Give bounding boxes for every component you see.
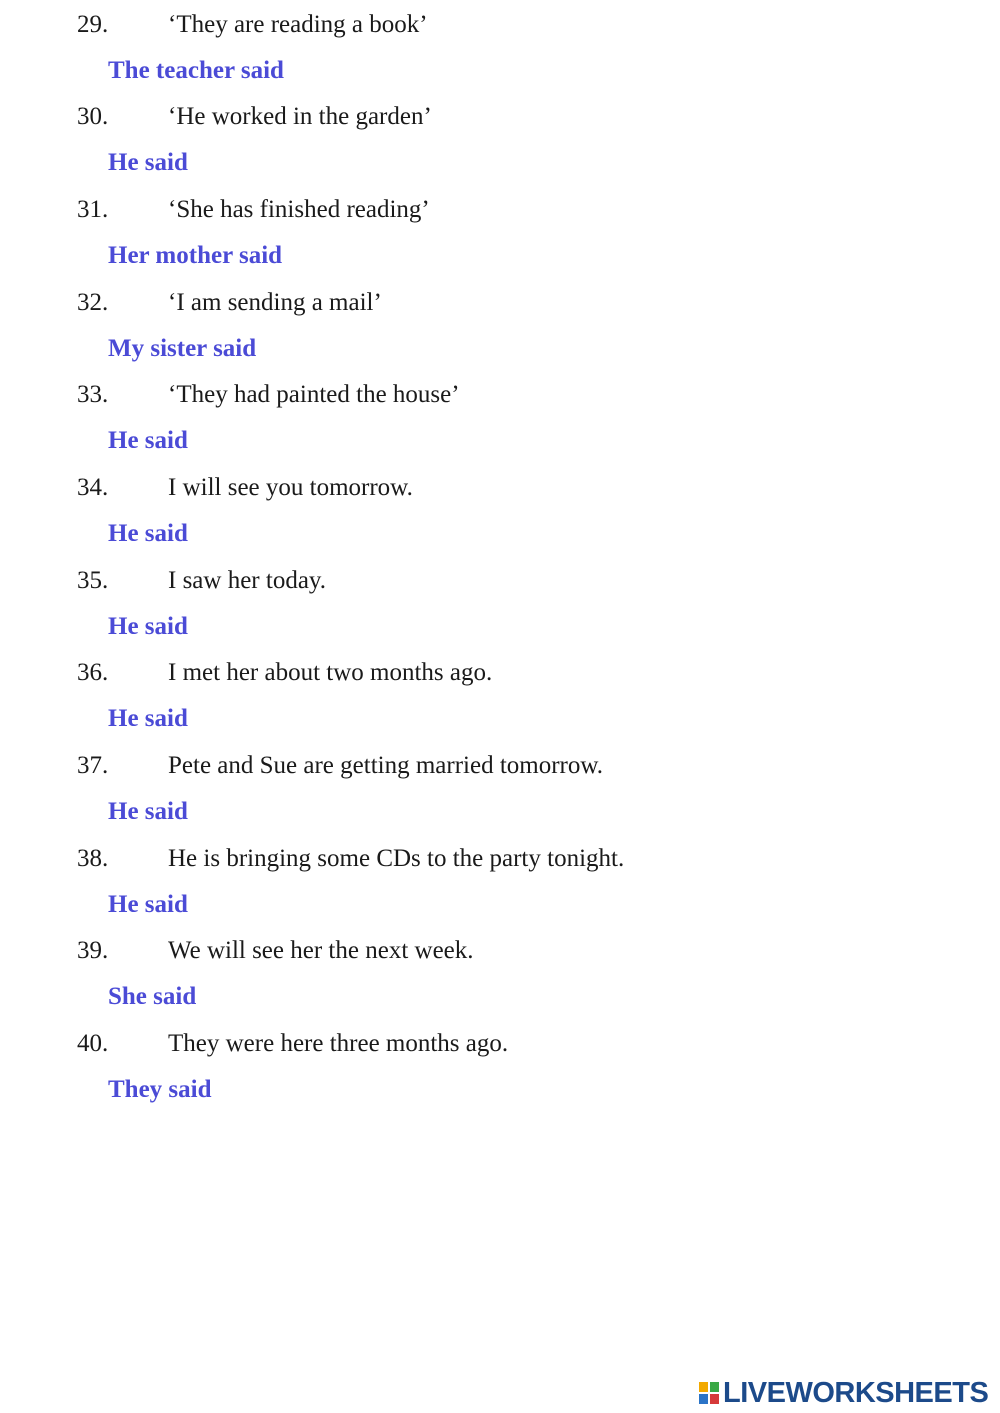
- item-number: 31.: [77, 196, 109, 223]
- reported-speech-prompt[interactable]: He said: [108, 149, 188, 176]
- item-number: 38.: [77, 845, 109, 872]
- sentence-row: [0, 97, 1000, 137]
- item-number: 34.: [77, 474, 109, 501]
- item-number: 32.: [77, 289, 109, 316]
- direct-speech-sentence: I saw her today.: [168, 567, 327, 594]
- item-number: 30.: [77, 103, 109, 130]
- reported-speech-prompt[interactable]: They said: [108, 1076, 212, 1103]
- reported-speech-prompt[interactable]: He said: [108, 891, 188, 918]
- direct-speech-sentence: I will see you tomorrow.: [168, 474, 413, 501]
- reported-speech-prompt[interactable]: He said: [108, 520, 188, 547]
- reported-speech-prompt[interactable]: Her mother said: [108, 242, 283, 269]
- direct-speech-sentence: ‘He worked in the garden’: [168, 103, 432, 130]
- item-number: 33.: [77, 381, 109, 408]
- liveworksheets-watermark: [697, 1376, 988, 1410]
- reported-speech-prompt[interactable]: The teacher said: [108, 57, 284, 84]
- item-number: 29.: [77, 11, 109, 38]
- sentence-row: [0, 746, 1000, 786]
- sentence-row: [0, 653, 1000, 693]
- direct-speech-sentence: ‘They are reading a book’: [168, 11, 428, 38]
- direct-speech-sentence: ‘They had painted the house’: [168, 381, 460, 408]
- item-number: 39.: [77, 937, 109, 964]
- sentence-row: [0, 1024, 1000, 1064]
- direct-speech-sentence: We will see her the next week.: [168, 937, 474, 964]
- direct-speech-sentence: I met her about two months ago.: [168, 659, 493, 686]
- sentence-row: [0, 839, 1000, 879]
- liveworksheets-logo-icon: [697, 1379, 721, 1407]
- reported-speech-prompt[interactable]: She said: [108, 983, 197, 1010]
- item-number: 40.: [77, 1030, 109, 1057]
- direct-speech-sentence: ‘I am sending a mail’: [168, 289, 382, 316]
- item-number: 37.: [77, 752, 109, 779]
- direct-speech-sentence: ‘She has finished reading’: [168, 196, 430, 223]
- sentence-row: [0, 468, 1000, 508]
- sentence-row: [0, 5, 1000, 45]
- direct-speech-sentence: Pete and Sue are getting married tomorrow.: [168, 752, 604, 779]
- sentence-row: [0, 283, 1000, 323]
- watermark-text: LIVEWORKSHEETS: [723, 1377, 989, 1409]
- sentence-row: [0, 561, 1000, 601]
- item-number: 35.: [77, 567, 109, 594]
- item-number: 36.: [77, 659, 109, 686]
- direct-speech-sentence: He is bringing some CDs to the party tonight.: [168, 845, 625, 872]
- reported-speech-prompt[interactable]: He said: [108, 705, 188, 732]
- direct-speech-sentence: They were here three months ago.: [168, 1030, 509, 1057]
- sentence-row: [0, 375, 1000, 415]
- sentence-row: [0, 931, 1000, 971]
- reported-speech-prompt[interactable]: He said: [108, 798, 188, 825]
- sentence-row: [0, 190, 1000, 230]
- reported-speech-prompt[interactable]: He said: [108, 427, 188, 454]
- reported-speech-prompt[interactable]: He said: [108, 613, 188, 640]
- reported-speech-prompt[interactable]: My sister said: [108, 335, 257, 362]
